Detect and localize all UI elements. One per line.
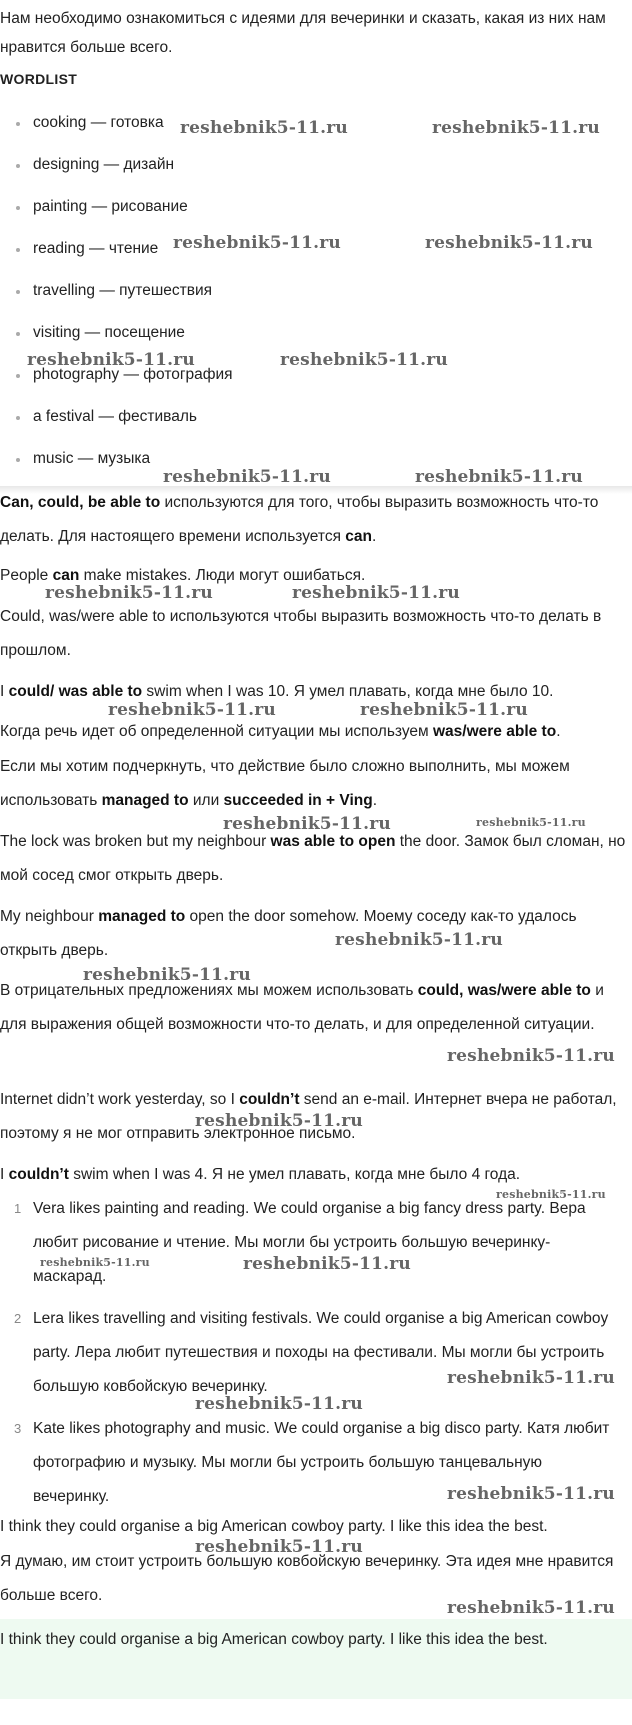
- list-item: 3 Kate likes photography and music. We could organise a big disco party. Катя любит фотографию и музыку. Мы могли бы устроить большую танцевальную вечеринку.: [0, 1412, 620, 1514]
- watermark: reshebnik5-11.ru: [360, 700, 528, 720]
- list-item: painting — рисование: [0, 197, 632, 239]
- item-number: 1: [14, 1201, 22, 1216]
- watermark: reshebnik5-11.ru: [195, 1394, 363, 1414]
- example-sentence: Internet didn’t work yesterday, so I couldn’t send an e-mail. Интернет вчера не работал, поэтому я не мог отправить электронное письмо.: [0, 1091, 617, 1142]
- list-item: 2 Lera likes travelling and visiting festivals. We could organise a big American cowboy party. Лера любит путешествия и походы на фестивали. Мы могли бы устроить большую ковбойскую вечеринку.: [0, 1302, 620, 1404]
- list-item: visiting — посещение: [0, 323, 632, 365]
- grammar-paragraph: Когда речь идет об определенной ситуации мы используем was/were able to.: [0, 723, 561, 740]
- list-item: a festival — фестиваль: [0, 407, 632, 449]
- conclusion-russian: Я думаю, им стоит устроить большую ковбойскую вечеринку. Эта идея мне нравится больше всего.: [0, 1553, 614, 1604]
- watermark: reshebnik5-11.ru: [476, 816, 586, 829]
- watermark: reshebnik5-11.ru: [195, 1537, 363, 1557]
- watermark: reshebnik5-11.ru: [180, 118, 348, 138]
- watermark: reshebnik5-11.ru: [432, 118, 600, 138]
- list-item: music — музыка: [0, 449, 632, 491]
- watermark: reshebnik5-11.ru: [83, 965, 251, 985]
- list-item: cooking — готовка: [0, 113, 632, 155]
- watermark: reshebnik5-11.ru: [108, 700, 276, 720]
- party-options-list: [0, 1192, 620, 1522]
- list-item: 1 Vera likes painting and reading. We could organise a big fancy dress party. Вера любит рисование и чтение. Мы могли бы устроить большую вечеринку-маскарад.: [0, 1192, 620, 1294]
- watermark: reshebnik5-11.ru: [447, 1598, 615, 1618]
- watermark: reshebnik5-11.ru: [415, 467, 583, 487]
- watermark: reshebnik5-11.ru: [173, 233, 341, 253]
- wordlist-heading: WORDLIST: [0, 71, 78, 87]
- list-item: photography — фотография: [0, 365, 632, 407]
- watermark: reshebnik5-11.ru: [496, 1188, 606, 1201]
- item-number: 2: [14, 1311, 22, 1326]
- intro-text: Нам необходимо ознакомиться с идеями для вечеринки и сказать, какая из них нам нравится больше всего.: [0, 10, 606, 56]
- example-sentence: I could/ was able to swim when I was 10. Я умел плавать, когда мне было 10.: [0, 683, 554, 700]
- watermark: reshebnik5-11.ru: [280, 350, 448, 370]
- watermark: reshebnik5-11.ru: [292, 583, 460, 603]
- answer-highlight-box: [0, 1619, 632, 1699]
- list-item: reading — чтение: [0, 239, 632, 281]
- example-sentence: The lock was broken but my neighbour was able to open the door. Замок был сломан, но мой сосед смог открыть дверь.: [0, 833, 626, 884]
- watermark: reshebnik5-11.ru: [243, 1254, 411, 1274]
- conclusion-english: I think they could organise a big American cowboy party. I like this idea the best.: [0, 1518, 548, 1535]
- watermark: reshebnik5-11.ru: [425, 233, 593, 253]
- watermark: reshebnik5-11.ru: [40, 1256, 150, 1269]
- grammar-paragraph: Could, was/were able to используются чтобы выразить возможность что-то делать в прошлом.: [0, 608, 602, 659]
- answer-text: I think they could organise a big American cowboy party. I like this idea the best.: [0, 1631, 548, 1648]
- example-sentence: People can make mistakes. Люди могут ошибаться.: [0, 567, 366, 584]
- list-item: designing — дизайн: [0, 155, 632, 197]
- wordlist: [0, 113, 632, 491]
- example-sentence: I couldn’t swim when I was 4. Я не умел плавать, когда мне было 4 года.: [0, 1166, 521, 1183]
- watermark: reshebnik5-11.ru: [447, 1484, 615, 1504]
- grammar-paragraph: Can, could, be able to используются для того, чтобы выразить возможность что-то делать. Для настоящего времени используется can.: [0, 494, 599, 545]
- watermark: reshebnik5-11.ru: [335, 930, 503, 950]
- grammar-paragraph: В отрицательных предложениях мы можем использовать could, was/were able to и для выражения общей возможности что-то делать, и для определенной ситуации.: [0, 982, 604, 1033]
- watermark: reshebnik5-11.ru: [163, 467, 331, 487]
- watermark: reshebnik5-11.ru: [447, 1368, 615, 1388]
- grammar-paragraph: Если мы хотим подчеркнуть, что действие было сложно выполнить, мы можем использовать managed to или succeeded in + Ving.: [0, 758, 570, 809]
- list-item: travelling — путешествия: [0, 281, 632, 323]
- watermark: reshebnik5-11.ru: [447, 1046, 615, 1066]
- watermark: reshebnik5-11.ru: [27, 350, 195, 370]
- example-sentence: My neighbour managed to open the door somehow. Моему соседу как-то удалось открыть дверь.: [0, 908, 577, 959]
- watermark: reshebnik5-11.ru: [45, 583, 213, 603]
- item-number: 3: [14, 1421, 22, 1436]
- watermark: reshebnik5-11.ru: [223, 814, 391, 834]
- watermark: reshebnik5-11.ru: [195, 1111, 363, 1131]
